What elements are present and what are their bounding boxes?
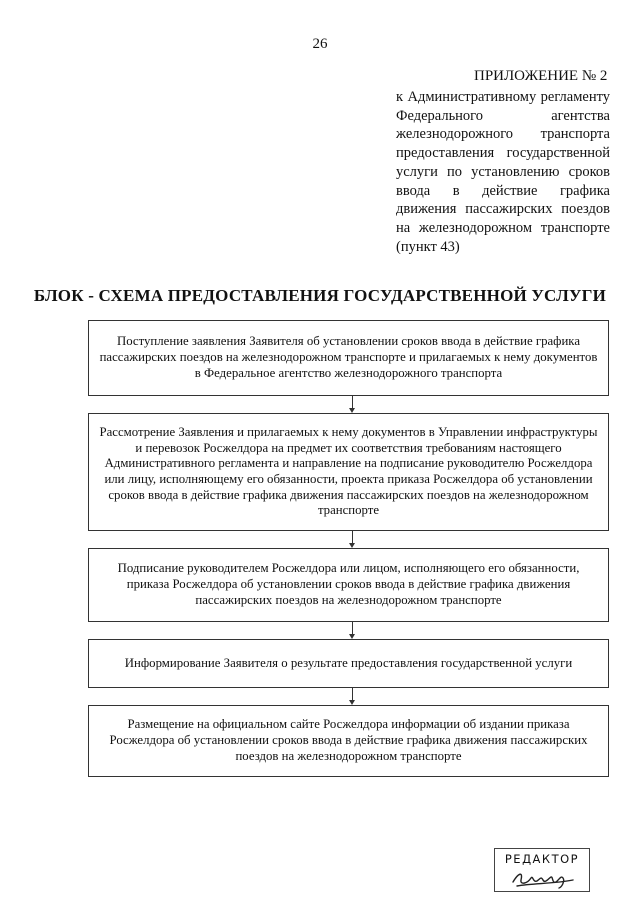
- flow-step-3: [88, 548, 609, 622]
- editor-stamp: [494, 848, 590, 892]
- editor-stamp-label: РЕДАКТОР: [504, 852, 580, 866]
- appendix-title: ПРИЛОЖЕНИЕ № 2: [474, 68, 608, 84]
- flow-step-4: [88, 639, 609, 688]
- appendix-body: к Административному регламенту Федерального агентства железнодорожного транспорта предоставления государственной услуги по установлению сроков ввода в действие графика движения пассажирских поездов на железнодорожном транспорте (пункт 43): [396, 89, 610, 255]
- flow-step-5: [88, 705, 609, 777]
- signature-icon: [509, 866, 579, 890]
- page-number: 26: [312, 36, 328, 52]
- flow-step-2: [88, 413, 609, 531]
- flow-step-1: [88, 320, 609, 396]
- flow-step-5-text: Размещение на официальном сайте Росжелдора информации об издании приказа Росжелдора об установлении сроков ввода в действие графика движения пассажирских поездов на железнодорожном транспорте: [109, 717, 588, 763]
- flow-step-1-text: Поступление заявления Заявителя об установлении сроков ввода в действие графика пассажирских поездов на железнодорожном транспорте и прилагаемых к нему документов в Федеральное агентство железнодорожного транспорта: [99, 334, 598, 380]
- flow-arrow: [348, 531, 356, 548]
- flow-arrow: [348, 688, 356, 705]
- flow-step-3-text: Подписание руководителем Росжелдора или лицом, исполняющего его обязанности, приказа Росжелдора об установлении сроков ввода в действие графика движения пассажирских поездов на железнодорожном транспорте: [117, 561, 580, 607]
- flow-arrow: [348, 622, 356, 639]
- flow-arrow: [348, 396, 356, 413]
- flow-step-4-text: Информирование Заявителя о результате предоставления государственной услуги: [124, 655, 573, 670]
- flow-step-2-text: Рассмотрение Заявления и прилагаемых к нему документов в Управлении инфраструктуры и перевозок Росжелдора на предмет их соответствия требованиям настоящего Административного регламента и направление на подписание руководителю Росжелдора или лицу, исполняющему его обязанности, проекта приказа Росжелдора об установлении сроков ввода в действие графика движения пассажирских поездов на железнодорожном транспорте: [99, 424, 598, 518]
- scheme-title: БЛОК - СХЕМА ПРЕДОСТАВЛЕНИЯ ГОСУДАРСТВЕННОЙ УСЛУГИ: [33, 286, 607, 305]
